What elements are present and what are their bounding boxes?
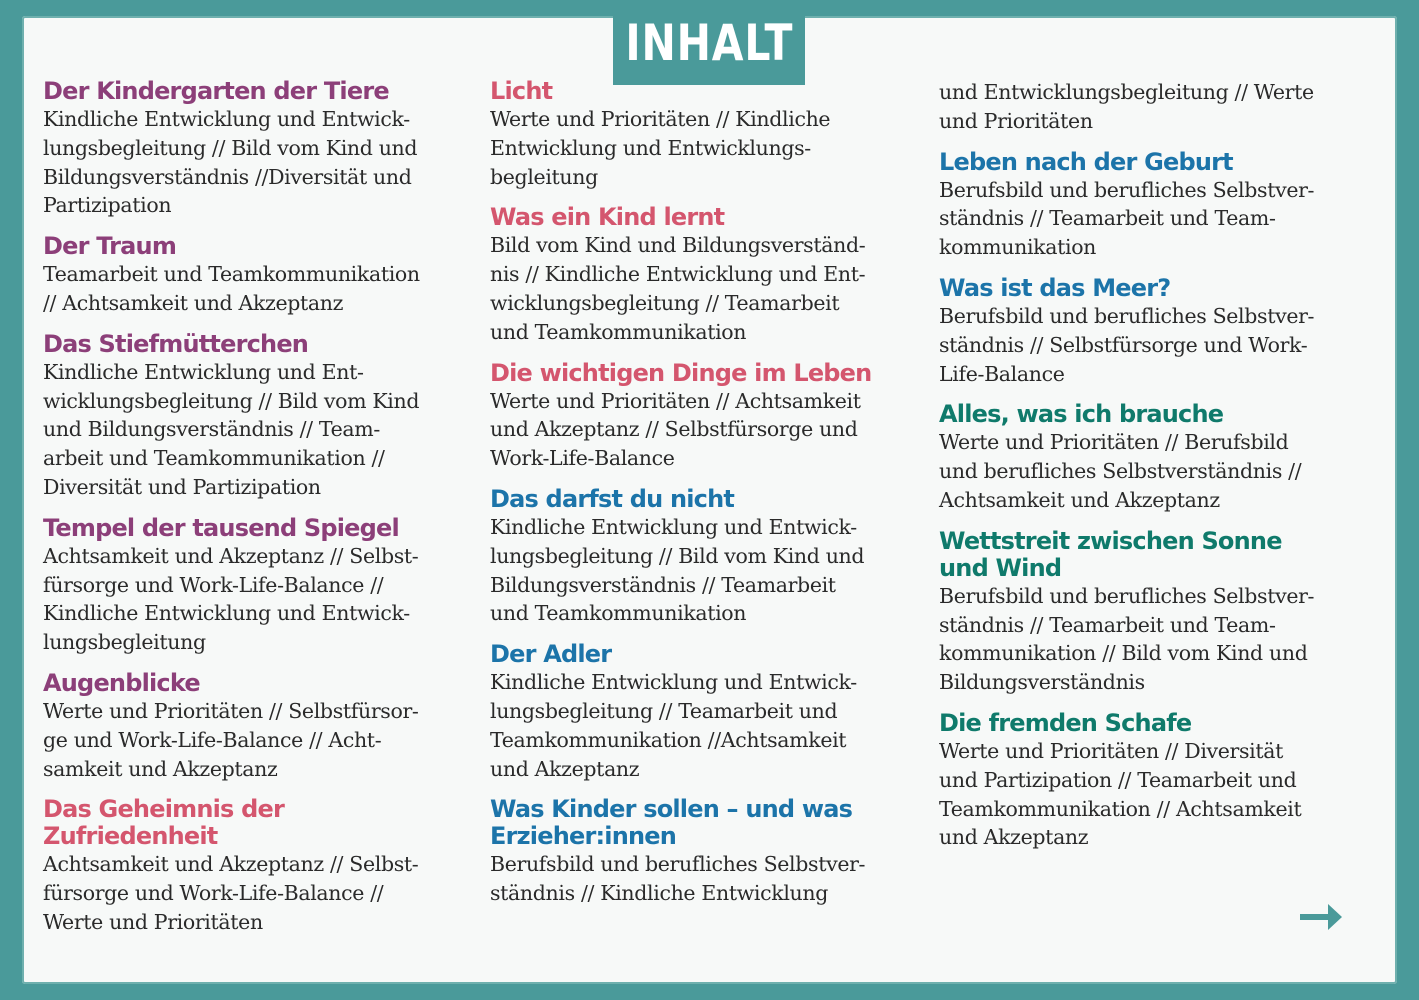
entry-title: Augenblicke [43,668,200,697]
entry-title: Der Adler [490,640,612,669]
toc-entry[interactable] [490,204,910,346]
entry-title: Der Traum [43,232,177,261]
arrow-right-icon[interactable] [1298,898,1344,936]
toc-entry[interactable] [490,486,910,628]
toc-entry[interactable] [490,360,910,473]
toc-column-3 [939,78,1359,865]
entry-title: Das Geheimnis der Zufriedenheit [43,795,284,851]
entry-topics: Werte und Prioritäten // Kindliche Entwicklung und Entwicklungs- begleitung [490,107,831,189]
entry-title: Alles, was ich brauche [939,400,1224,429]
entry-topics: Berufsbild und berufliches Selbstver- ständnis // Teamarbeit und Team- kommunikation [939,177,1315,260]
toc-entry[interactable] [939,275,1359,388]
entry-title: Was ein Kind lernt [490,203,725,232]
toc-entry[interactable] [43,670,463,783]
entry-title: Die fremden Schafe [939,708,1192,737]
toc-entry[interactable] [939,401,1359,514]
entry-topics: Kindliche Entwicklung und Ent- wicklungsbegleitung // Bild vom Kind und Bildungsverständnis // Team- arbeit und Teamkommunikation // Diversität und Partizipation [43,359,420,499]
title-tab [613,0,805,85]
entry-topics: Berufsbild und berufliches Selbstver- ständnis // Selbstfürsorge und Work- Life-Balance [939,303,1315,386]
entry-topics: Werte und Prioritäten // Selbstfürsor- ge und Work-Life-Balance // Acht- samkeit und Akzeptanz [43,698,419,781]
toc-entry[interactable] [490,641,910,783]
entry-topics-continued: und Entwicklungsbegleitung // Werte und Prioritäten [939,80,1314,133]
toc-column-1 [43,78,463,950]
entry-title: Wettstreit zwischen Sonne und Wind [939,526,1282,582]
entry-title: Das Stiefmütterchen [43,329,309,358]
entry-title: Der Kindergarten der Tiere [43,77,389,105]
toc-entry[interactable] [939,710,1359,852]
toc-entry[interactable] [43,233,463,318]
entry-title: Licht [490,77,553,105]
entry-title: Leben nach der Geburt [939,147,1233,176]
entry-title: Das darfst du nicht [490,484,735,513]
entry-topics: Werte und Prioritäten // Achtsamkeit und Akzeptanz // Selbstfürsorge und Work-Life-Balance [490,388,861,471]
toc-entry[interactable] [490,78,910,191]
toc-entry[interactable] [939,149,1359,262]
toc-column-2 [490,78,910,921]
entry-topics: Achtsamkeit und Akzeptanz // Selbst- fürsorge und Work-Life-Balance // Kindliche Entwicklung und Entwick- lungsbegleitung [43,543,419,655]
entry-title: Was ist das Meer? [939,273,1171,302]
page-title: INHALT [625,13,793,72]
toc-entry[interactable] [43,78,463,220]
entry-topics: Kindliche Entwicklung und Entwick- lungsbegleitung // Bild vom Kind und Bildungsverständnis //Diversität und Partizipation [43,107,418,218]
toc-entry[interactable] [490,796,910,908]
toc-entry[interactable] [43,796,463,936]
entry-topics: Achtsamkeit und Akzeptanz // Selbst- fürsorge und Work-Life-Balance // Werte und Prioritäten [43,852,419,934]
entry-title: Die wichtigen Dinge im Leben [490,358,872,387]
toc-entry[interactable] [43,515,463,657]
entry-topics: Bild vom Kind und Bildungsverständ- nis // Kindliche Entwicklung und Ent- wicklungsbegleitung // Teamarbeit und Teamkommunikation [490,233,866,344]
entry-title: Tempel der tausend Spiegel [43,513,399,542]
toc-entry-continuation [939,78,1359,136]
toc-entry[interactable] [43,331,463,502]
entry-topics: Werte und Prioritäten // Berufsbild und berufliches Selbstverständnis // Achtsamkeit und Akzeptanz [939,430,1302,512]
entry-topics: Teamarbeit und Teamkommunikation // Achtsamkeit und Akzeptanz [43,262,420,315]
toc-entry[interactable] [939,528,1359,697]
entry-topics: Berufsbild und berufliches Selbstver- ständnis // Teamarbeit und Team- kommunikation // Bild vom Kind und Bildungsverständnis [939,583,1315,695]
entry-topics: Kindliche Entwicklung und Entwick- lungsbegleitung // Bild vom Kind und Bildungsverständnis // Teamarbeit und Teamkommunikation [490,514,865,626]
entry-topics: Berufsbild und berufliches Selbstver- ständnis // Kindliche Entwicklung [490,852,866,906]
entry-topics: Kindliche Entwicklung und Entwick- lungsbegleitung // Teamarbeit und Teamkommunikation //Achtsamkeit und Akzeptanz [490,670,857,781]
entry-title: Was Kinder sollen – und was Erzieher:innen [490,795,853,851]
entry-topics: Werte und Prioritäten // Diversität und Partizipation // Teamarbeit und Teamkommunikation // Achtsamkeit und Akzeptanz [939,738,1302,850]
